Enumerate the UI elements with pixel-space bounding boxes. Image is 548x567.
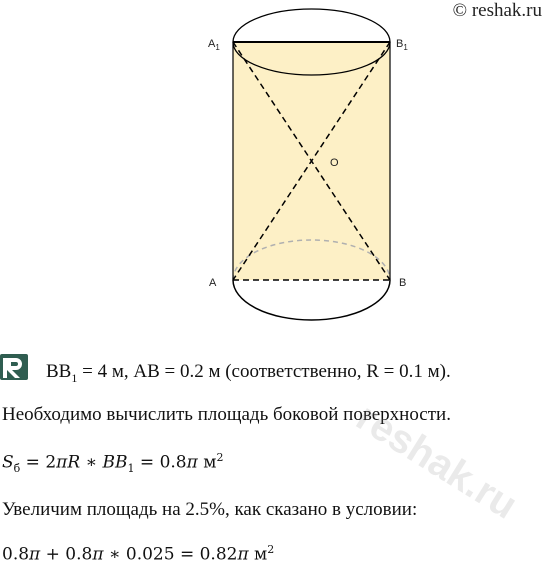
formula-increase: 0.8π + 0.8π ∗ 0.025 = 0.82π $м^2$ (2, 543, 275, 565)
reshak-logo-icon (0, 352, 30, 382)
formula-lateral-area: $S_б = 2\pi R$ ∗ $BB_1 = 0.8\pi$ $м^2$ (2, 451, 224, 476)
watermark: reshak.ru (348, 395, 525, 528)
increase-line: Увеличим площадь на 2.5%, как сказано в условии: (2, 499, 418, 520)
label-b: B (399, 277, 407, 289)
label-a: A (209, 277, 217, 289)
task-line: Необходимо вычислить площадь боковой поверхности. (2, 404, 451, 425)
copyright: © reshak.ru (452, 0, 542, 21)
bottom-visible-arc (233, 280, 390, 320)
label-a1: $A_1$ (208, 38, 220, 52)
label-b1: $B_1$ (396, 38, 408, 52)
given-line: $BB_1 = 4$ м, AB = 0.2 м (соответственно, R = 0.1 м). (46, 361, 451, 385)
label-o: O (330, 157, 339, 169)
